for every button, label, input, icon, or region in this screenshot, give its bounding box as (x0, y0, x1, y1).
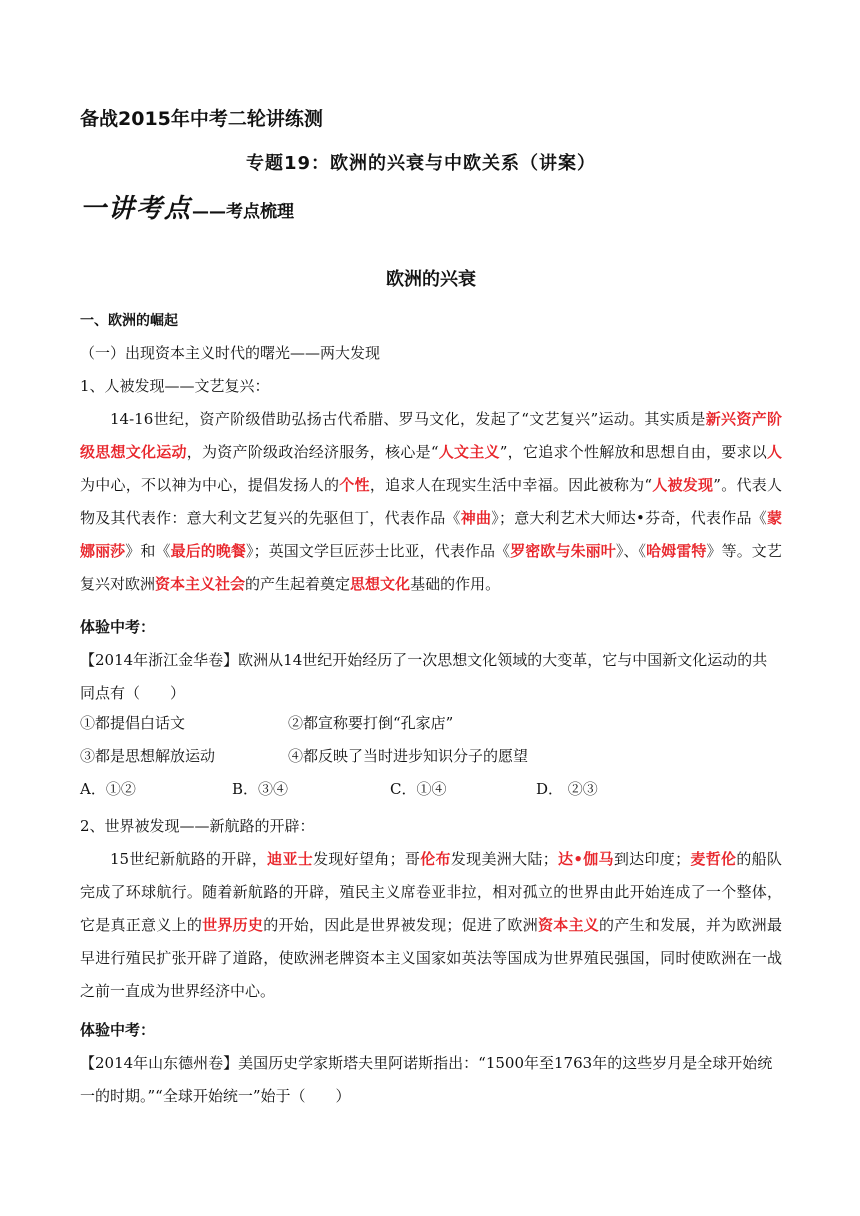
highlight-term: 个性 (339, 476, 370, 494)
highlight-term: 资本主义 (537, 916, 600, 934)
highlight-term: 新兴资产阶级思想文化运动 (80, 410, 782, 461)
text-run: ，为资产阶级政治经济服务，核心是“ (186, 443, 439, 461)
question-2-stem: 【2014年山东德州卷】美国历史学家斯塔夫里阿诺斯指出：“1500年至1763年的这些岁月是全球开始统一的时期。”“全球开始统一”始于（ ） (80, 1054, 773, 1105)
text-run: 》；意大利艺术大师达•芬奇，代表作品《 (491, 509, 767, 527)
text-run: 》、《 (615, 542, 647, 560)
text-run: 的产生和发展，并为欧洲最早进行殖民扩张开辟了道路，使欧洲老牌资本主义国家如英法等国成为世界殖民强国，同时使欧洲在一战之前一直成为世界经济中心。 (80, 916, 782, 1000)
subtitle: 专题19：欧洲的兴衰与中欧关系（讲案） (246, 153, 597, 174)
question-1-item-row (80, 707, 782, 740)
question-1-item-row (80, 740, 782, 773)
text-run: 》和《 (125, 542, 171, 560)
text-run: 的开始，因此是世界被发现；促进了欧洲 (263, 916, 538, 934)
center-heading: 欧洲的兴衰 (386, 269, 476, 290)
experience-label-1: 体验中考： (80, 618, 156, 636)
question-1-item: ③都是思想解放运动 (80, 747, 216, 765)
item-1-heading: 1、人被发现——文艺复兴： (80, 377, 270, 395)
highlight-term: 蒙娜丽莎 (80, 509, 782, 560)
paragraph-new-routes (80, 843, 782, 1008)
text-run: ”，它追求个性解放和思想自由，要求以 (499, 443, 767, 461)
text-run: 的产生起着奠定 (245, 575, 351, 593)
text-run: 发现好望角；哥 (313, 850, 421, 868)
option-c: C．①④ (390, 780, 447, 798)
question-1-item: ②都宣称要打倒“孔家店” (288, 714, 454, 732)
text-run: 的船队完成了环球航行。随着新航路的开辟，殖民主义席卷亚非拉，相对孤立的世界由此开始连成了一个整体，它是真正意义上的 (80, 850, 782, 934)
highlight-term: 罗密欧与朱丽叶 (510, 542, 616, 560)
main-title: 备战2015年中考二轮讲练测 (80, 108, 323, 130)
section-heading (80, 188, 782, 228)
highlight-term: 伦布 (420, 850, 451, 868)
text-run: 》等。文艺复兴对欧洲 (80, 542, 782, 593)
highlight-term: 人文主义 (438, 443, 500, 461)
question-1-stem: 【2014年浙江金华卷】欧洲从14世纪开始经历了一次思想文化领域的大变革，它与中国新文化运动的共同点有（ ） (80, 651, 768, 702)
text-run: 为中心，不以神为中心，提倡发扬人的 (80, 476, 340, 494)
question-1-options (80, 773, 782, 806)
highlight-term: 世界历史 (202, 916, 264, 934)
text-run: 发现美洲大陆； (450, 850, 558, 868)
section-script-label: 一讲考点 (80, 194, 193, 224)
option-a: A．①② (80, 780, 136, 798)
question-1-item: ④都反映了当时进步知识分子的愿望 (288, 747, 529, 765)
question-1-item: ①都提倡白话文 (80, 714, 186, 732)
highlight-term: 最后的晚餐 (170, 542, 247, 560)
heading-level-2: （一）出现资本主义时代的曙光——两大发现 (80, 344, 381, 362)
option-b: B．③④ (232, 780, 289, 798)
highlight-term: 迪亚士 (267, 850, 314, 868)
highlight-term: 麦哲伦 (690, 850, 737, 868)
highlight-term: 哈姆雷特 (646, 542, 707, 560)
paragraph-renaissance (80, 403, 782, 601)
highlight-term: 人被发现 (652, 476, 714, 494)
question-1-items (80, 707, 782, 773)
text-run: ”。代表人物及其代表作：意大利文艺复兴的先驱但丁，代表作品《 (80, 476, 782, 527)
highlight-term: 思想文化 (350, 575, 411, 593)
highlight-term: 资本主义社会 (155, 575, 246, 593)
highlight-term: 达•伽马 (557, 850, 614, 868)
highlight-term: 人 (766, 443, 782, 461)
text-run: 基础的作用。 (410, 575, 501, 593)
text-run: 到达印度； (613, 850, 691, 868)
item-2-heading: 2、世界被发现——新航路的开辟： (80, 817, 315, 835)
text-run: 15世纪新航路的开辟， (110, 850, 268, 868)
heading-level-1: 一、欧洲的崛起 (80, 313, 178, 329)
text-run: ，追求人在现实生活中幸福。因此被称为“ (369, 476, 653, 494)
section-label-rest: ——考点梳理 (192, 202, 295, 222)
highlight-term: 神曲 (460, 509, 492, 527)
option-d: D． ②③ (536, 780, 598, 798)
text-run: 14-16世纪，资产阶级借助弘扬古代希腊、罗马文化，发起了“文艺复兴”运动。其实质是 (110, 410, 706, 428)
text-run: 》；英国文学巨匠莎士比亚，代表作品《 (246, 542, 511, 560)
experience-label-2: 体验中考： (80, 1021, 156, 1039)
